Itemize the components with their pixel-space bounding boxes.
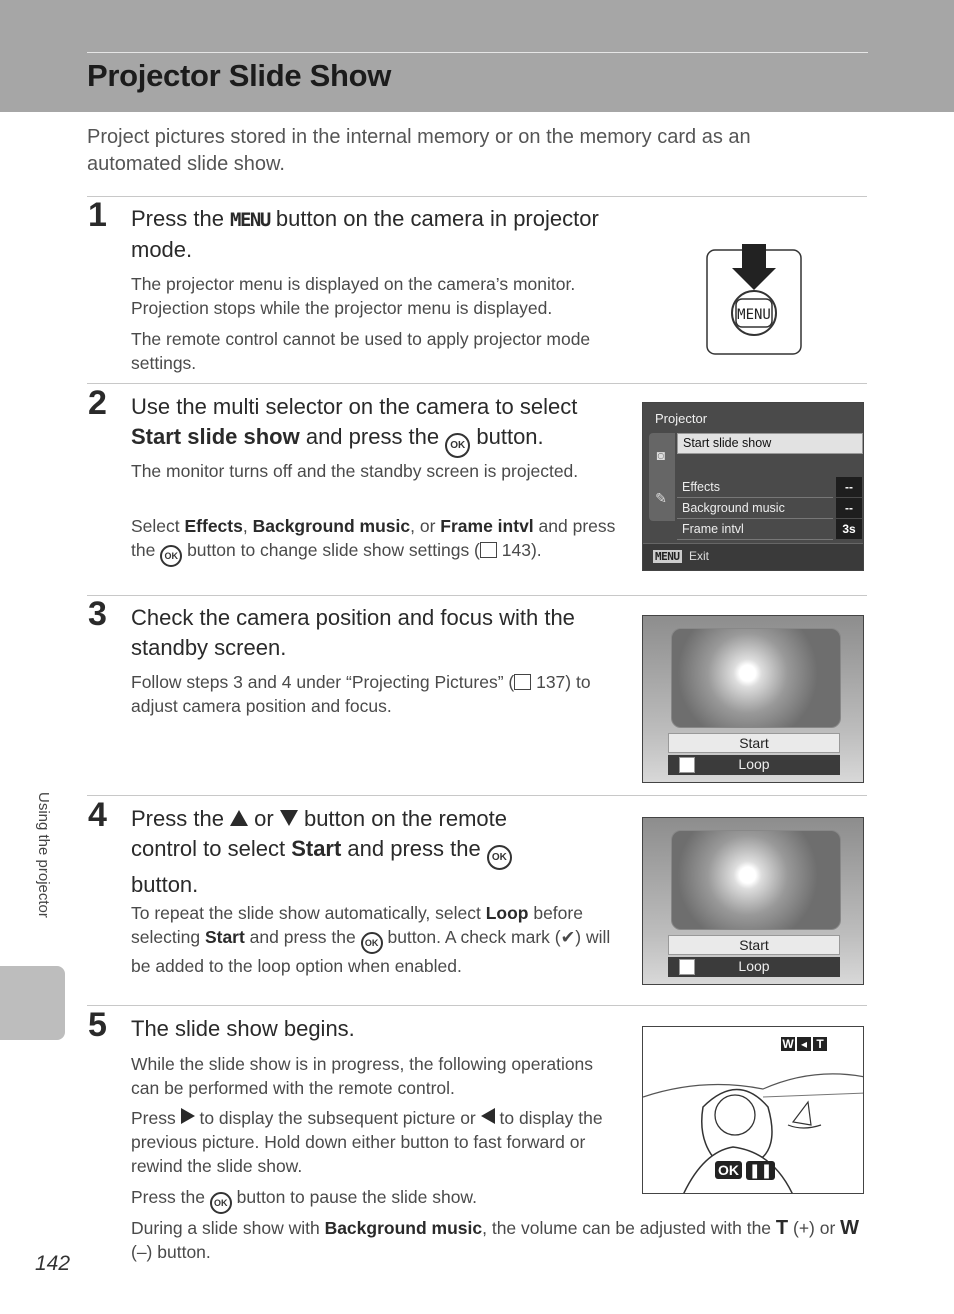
loop-option[interactable]: Loop [668,755,840,775]
exit-label: Exit [689,549,710,563]
wrench-icon: ✎ [655,490,667,506]
side-tab [0,966,65,1040]
step-text: Press to display the subsequent picture or to display the previous picture. Hold down either button to fast forward or rewind the slide show. [131,1108,603,1176]
step-title: Check the camera position and focus with the standby screen. [131,605,575,660]
step-text: To repeat the slide show automatically, select Loop before selecting Start and press the OK button. A check mark (✔) will be added to the loop option when enabled. [131,903,611,976]
step-text: Press the OK button to pause the slide show. [131,1185,621,1214]
checkbox[interactable] [679,959,695,975]
checkbox[interactable] [679,757,695,773]
step-title: Press the MENU button on the camera in projector mode. [131,206,599,262]
menu-item-background-music[interactable]: Background music [677,498,833,519]
step-number: 3 [88,595,107,633]
standby-screen [642,615,864,783]
camera-icon: ◙ [656,447,666,463]
down-arrow-icon [280,810,298,826]
step-text: The monitor turns off and the standby screen is projected. [131,461,579,481]
step-number: 2 [88,384,107,422]
check-mark-icon: ✔ [560,927,576,947]
divider [87,595,867,596]
step-title: The slide show begins. [131,1016,355,1041]
menu-button-illustration [706,244,802,355]
menu-item-value: -- [836,498,862,518]
pause-icon: ❚❚ [746,1161,775,1180]
menu-button-label: MENU [737,307,771,323]
book-icon [480,542,497,558]
page-number: 142 [35,1252,71,1275]
menu-footer [643,543,864,571]
ok-pause-indicator [715,1161,775,1180]
menu-item-start-slide-show[interactable]: Start slide show [677,433,863,454]
step-number: 5 [88,1006,107,1044]
side-section-label: Using the projector [35,792,52,918]
menu-item-frame-intvl[interactable]: Frame intvl [677,519,833,540]
menu-key: MENU [230,209,270,231]
start-option[interactable]: Start [668,935,840,955]
step-text: While the slide show is in progress, the following operations can be performed with the remote control. [131,1054,594,1098]
intro-text: Project pictures stored in the internal memory or on the memory card as an automated slide show. [87,126,751,175]
header-rule [87,52,868,53]
divider [87,383,867,384]
step-title: Use the multi selector on the camera to select Start slide show and press the OK button. [131,392,621,458]
step-number: 1 [88,196,107,234]
menu-title: Projector [655,411,708,426]
start-option[interactable]: Start [668,733,840,753]
menu-key: MENU [655,550,680,563]
step-text: Follow steps 3 and 4 under “Projecting Pictures” ( 137) to adjust camera position and focus. [131,672,591,716]
camera-image [671,628,841,728]
divider [87,196,867,197]
ok-key: OK [715,1161,742,1179]
camera-image [671,830,841,930]
step-text: During a slide show with Background music, the volume can be adjusted with the T (+) or W (–) button. [131,1217,860,1262]
zoom-indicator [779,1037,827,1051]
t-key: T [813,1037,827,1051]
volume-icon: ◂ [797,1037,811,1051]
step-text: Select Effects, Background music, or Frame intvl and press the OK button to change slide show settings ( 143). [131,514,621,567]
slideshow-screen [642,1026,864,1194]
projector-menu-screen [642,402,864,571]
w-key: W [782,1037,794,1051]
divider [87,1005,867,1006]
menu-item-value: 3s [836,519,862,539]
page-header [0,0,954,112]
step-number: 4 [88,796,107,834]
step-text: The projector menu is displayed on the camera’s monitor. Projection stops while the projector menu is displayed. [131,274,576,318]
menu-item-effects[interactable]: Effects [677,477,833,498]
up-arrow-icon [230,810,248,826]
ok-icon: OK [361,932,383,954]
ok-icon: OK [487,845,512,870]
standby-screen [642,817,864,985]
ok-icon: OK [160,545,182,567]
loop-option[interactable]: Loop [668,957,840,977]
left-arrow-icon [481,1108,495,1124]
step-text: The remote control cannot be used to apply projector mode settings. [131,329,591,373]
menu-item-value: -- [836,477,862,497]
book-icon [514,674,531,690]
page-title: Projector Slide Show [87,58,392,93]
divider [87,795,867,796]
right-arrow-icon [181,1108,195,1124]
ok-icon: OK [210,1192,232,1214]
step-title: Press the or button on the remote control to select Start and press the OK button. [131,804,571,900]
ok-icon: OK [445,433,470,458]
